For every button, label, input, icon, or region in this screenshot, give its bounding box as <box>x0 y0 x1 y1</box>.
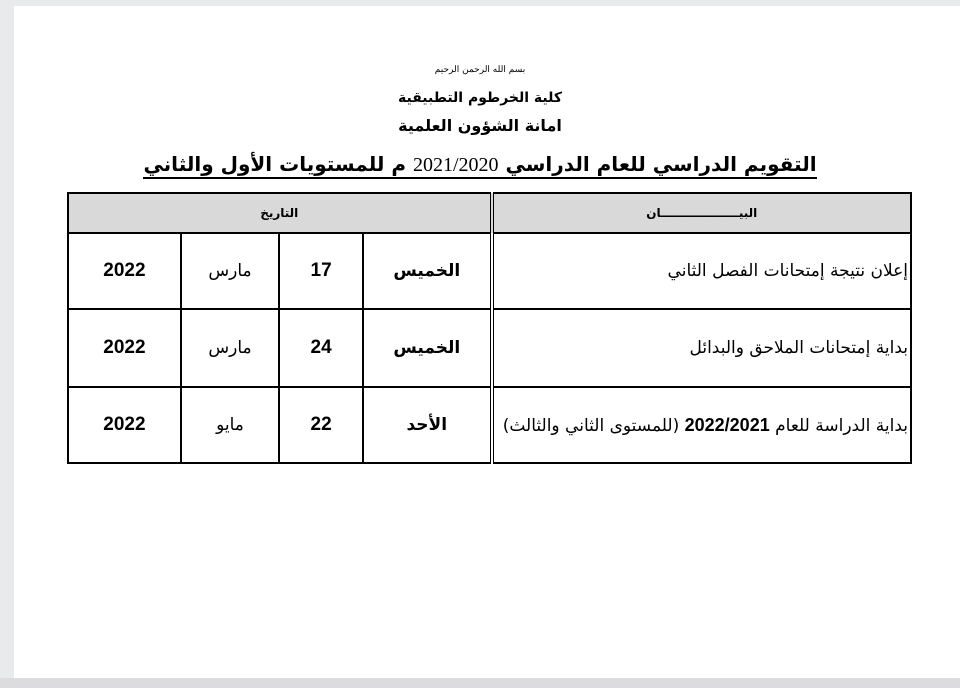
row-description-year: 2022/2021 <box>684 414 770 435</box>
table-row <box>68 309 911 387</box>
row-day: الخميس <box>363 233 491 309</box>
row-month: مارس <box>181 233 279 309</box>
row-description <box>492 387 912 463</box>
title-text <box>143 152 816 179</box>
row-description-part-1: بداية الدراسة للعام <box>775 415 908 436</box>
row-description: بداية إمتحانات الملاحق والبدائل <box>492 309 912 387</box>
date-header: التاريخ <box>68 193 492 233</box>
table-header-row <box>68 193 911 233</box>
row-description: إعلان نتيجة إمتحانات الفصل الثاني <box>492 233 912 309</box>
row-date-number: 17 <box>279 233 363 309</box>
calendar-table <box>67 192 912 464</box>
title-year: 2021/2020 <box>412 154 499 176</box>
document-title <box>0 152 960 177</box>
basmala-text: بسم الله الرحمن الرحيم <box>434 65 526 75</box>
row-day: الأحد <box>363 387 491 463</box>
row-month: مارس <box>181 309 279 387</box>
row-month: مايو <box>181 387 279 463</box>
college-name: كلية الخرطوم التطبيقية <box>397 90 562 106</box>
row-date-number: 24 <box>279 309 363 387</box>
row-year: 2022 <box>68 387 181 463</box>
table-row <box>68 233 911 309</box>
description-header: البيـــــــــــــــــــان <box>492 193 912 233</box>
row-year: 2022 <box>68 233 181 309</box>
viewer-bottom-edge <box>0 678 960 688</box>
row-date-number: 22 <box>279 387 363 463</box>
row-year: 2022 <box>68 309 181 387</box>
table-row <box>68 387 911 463</box>
title-part-1: التقويم الدراسي للعام الدراسي <box>505 152 817 176</box>
row-day: الخميس <box>363 309 491 387</box>
row-description-part-2: (للمستوى الثاني والثالث) <box>502 415 680 436</box>
title-part-2: م للمستويات الأول والثاني <box>143 152 406 176</box>
department-name: امانة الشؤون العلمية <box>398 116 562 135</box>
